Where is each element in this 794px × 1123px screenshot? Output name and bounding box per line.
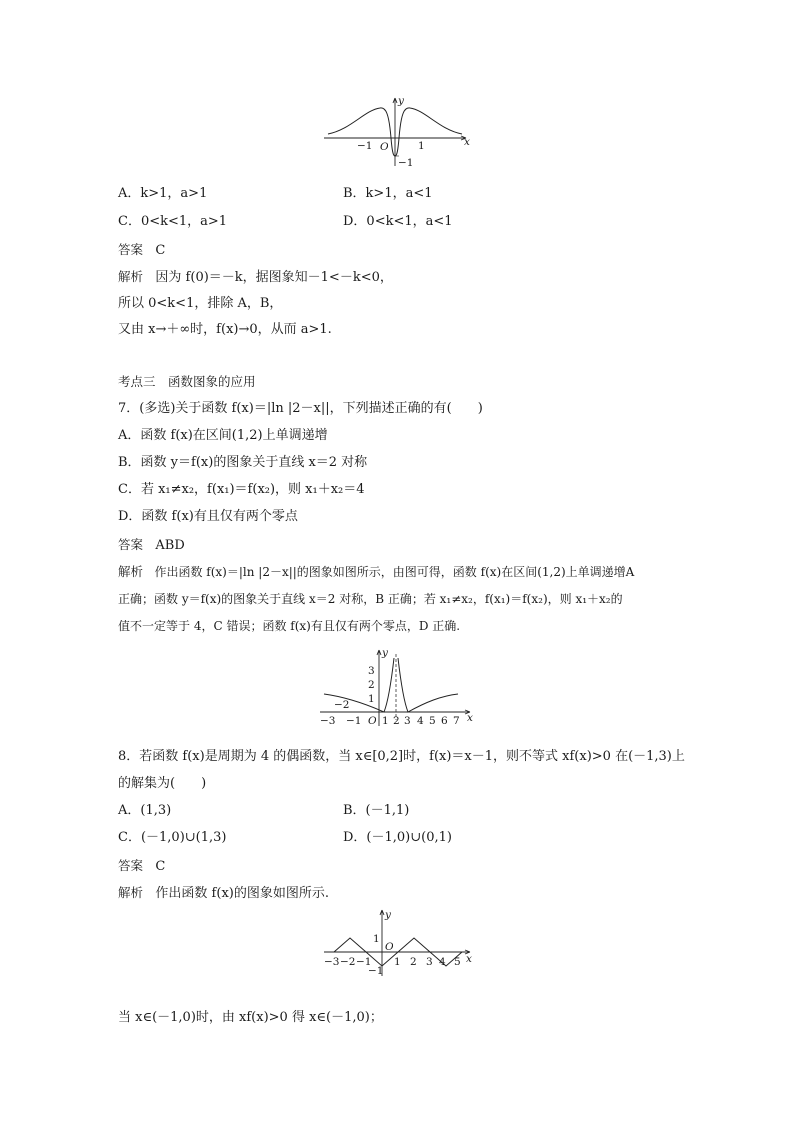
origin-label: O bbox=[385, 941, 394, 953]
q7-option-c: C．若 x₁≠x₂，f(x₁)＝f(x₂)，则 x₁＋x₂＝4 bbox=[118, 482, 365, 497]
q6-analysis-line-1 bbox=[118, 269, 393, 286]
curve-right bbox=[398, 658, 458, 712]
tick-x-neg2: −2 bbox=[340, 956, 356, 968]
tick-y-1: 1 bbox=[373, 933, 380, 945]
tick-x-neg3: −3 bbox=[324, 956, 340, 968]
q6-answer bbox=[118, 242, 165, 259]
tick-x-5: 5 bbox=[429, 715, 436, 727]
tick-y-2: 2 bbox=[368, 679, 375, 691]
q7-option-b: B．函数 y＝f(x)的图象关于直线 x＝2 对称 bbox=[118, 455, 368, 470]
analysis-text: 作出函数 f(x)＝|ln |2－x||的图象如图所示，由图可得，函数 f(x)在区间(1,2)上单调递增A bbox=[154, 565, 635, 579]
q8-stem-line-2: 的解集为( ) bbox=[118, 776, 207, 791]
answer-value: C bbox=[155, 243, 166, 258]
tick-pos1: 1 bbox=[418, 140, 425, 152]
q8-option-c: C．(－1,0)∪(1,3) bbox=[118, 830, 227, 845]
analysis-text: 因为 f(0)＝－k，据图象知－1<－k<0， bbox=[155, 270, 393, 285]
section-heading: 考点三 函数图象的应用 bbox=[118, 374, 256, 389]
tick-x-neg1: −1 bbox=[346, 715, 362, 727]
x-label: x bbox=[466, 953, 472, 965]
q8-option-a: A．(1,3) bbox=[118, 803, 172, 818]
tick-x-2: 2 bbox=[410, 956, 417, 968]
q6-option-a: A．k>1，a>1 bbox=[118, 186, 208, 201]
q7-option-d: D．函数 f(x)有且仅有两个零点 bbox=[118, 509, 298, 524]
tick-y-neg1: −1 bbox=[398, 157, 414, 169]
q7-answer bbox=[118, 537, 185, 554]
tick-x-3: 3 bbox=[404, 715, 411, 727]
tick-x-1: 1 bbox=[394, 956, 401, 968]
tick-x-4: 4 bbox=[439, 956, 446, 968]
tick-x-neg3: −3 bbox=[320, 715, 336, 727]
analysis-label: 解析 bbox=[118, 269, 144, 284]
tick-y-neg1: −1 bbox=[368, 965, 384, 977]
tick-x-1: 1 bbox=[382, 715, 389, 727]
tick-y-1: 1 bbox=[368, 693, 375, 705]
y-label: y bbox=[398, 95, 404, 107]
q8-answer bbox=[118, 858, 165, 875]
answer-value: ABD bbox=[155, 538, 185, 553]
answer-label: 答案 bbox=[118, 537, 144, 552]
answer-label: 答案 bbox=[118, 858, 144, 873]
q6-analysis-line-3: 又由 x→＋∞时，f(x)→0，从而 a>1. bbox=[118, 322, 332, 337]
tick-neg1: −1 bbox=[357, 140, 373, 152]
q8-analysis-line-1 bbox=[118, 885, 329, 902]
answer-label: 答案 bbox=[118, 242, 144, 257]
analysis-label: 解析 bbox=[118, 885, 144, 900]
origin-label: O bbox=[368, 715, 377, 727]
graph-2-figure bbox=[316, 644, 486, 732]
tick-y-3: 3 bbox=[368, 665, 375, 677]
graph-1-figure bbox=[320, 94, 480, 174]
tick-y-neg2: −2 bbox=[334, 699, 350, 711]
q7-analysis-line-2: 正确；函数 y＝f(x)的图象关于直线 x＝2 对称，B 正确；若 x₁≠x₂，f(x₁)＝f(x₂)，则 x₁＋x₂的 bbox=[118, 592, 623, 606]
tick-x-3: 3 bbox=[426, 956, 433, 968]
analysis-label: 解析 bbox=[118, 564, 144, 579]
q6-option-c: C．0<k<1，a>1 bbox=[118, 214, 228, 229]
answer-value: C bbox=[155, 859, 166, 874]
analysis-text: 作出函数 f(x)的图象如图所示. bbox=[155, 886, 329, 901]
tick-x-4: 4 bbox=[417, 715, 424, 727]
origin-label: O bbox=[380, 141, 389, 153]
q6-option-b: B．k>1，a<1 bbox=[343, 186, 433, 201]
q7-analysis-line-1 bbox=[118, 564, 634, 580]
tick-x-7: 7 bbox=[453, 715, 460, 727]
tick-x-neg1: −1 bbox=[356, 956, 372, 968]
q6-analysis-line-2: 所以 0<k<1，排除 A，B， bbox=[118, 296, 283, 311]
y-label: y bbox=[385, 909, 391, 921]
tick-x-6: 6 bbox=[441, 715, 448, 727]
q8-option-d: D．(－1,0)∪(0,1) bbox=[343, 830, 452, 845]
tick-x-2: 2 bbox=[393, 715, 400, 727]
q8-analysis-line-2: 当 x∈(－1,0)时，由 xf(x)>0 得 x∈(－1,0)； bbox=[118, 1010, 383, 1025]
q7-analysis-line-3: 值不一定等于 4，C 错误；函数 f(x)有且仅有两个零点，D 正确. bbox=[118, 619, 461, 633]
q7-stem: 7．(多选)关于函数 f(x)＝|ln |2－x||，下列描述正确的有( ) bbox=[118, 401, 483, 416]
q7-option-a: A．函数 f(x)在区间(1,2)上单调递增 bbox=[118, 428, 328, 443]
q8-stem-line-1: 8．若函数 f(x)是周期为 4 的偶函数，当 x∈[0,2]时，f(x)＝x－1，则不等式 xf(x)>0 在(－1,3)上 bbox=[118, 749, 685, 764]
y-label: y bbox=[382, 647, 388, 659]
tick-x-5: 5 bbox=[454, 956, 461, 968]
q8-option-b: B．(－1,1) bbox=[343, 803, 410, 818]
q6-option-d: D．0<k<1，a<1 bbox=[343, 214, 453, 229]
x-label: x bbox=[464, 136, 470, 148]
graph-3-figure bbox=[320, 906, 480, 978]
x-label: x bbox=[467, 712, 473, 724]
